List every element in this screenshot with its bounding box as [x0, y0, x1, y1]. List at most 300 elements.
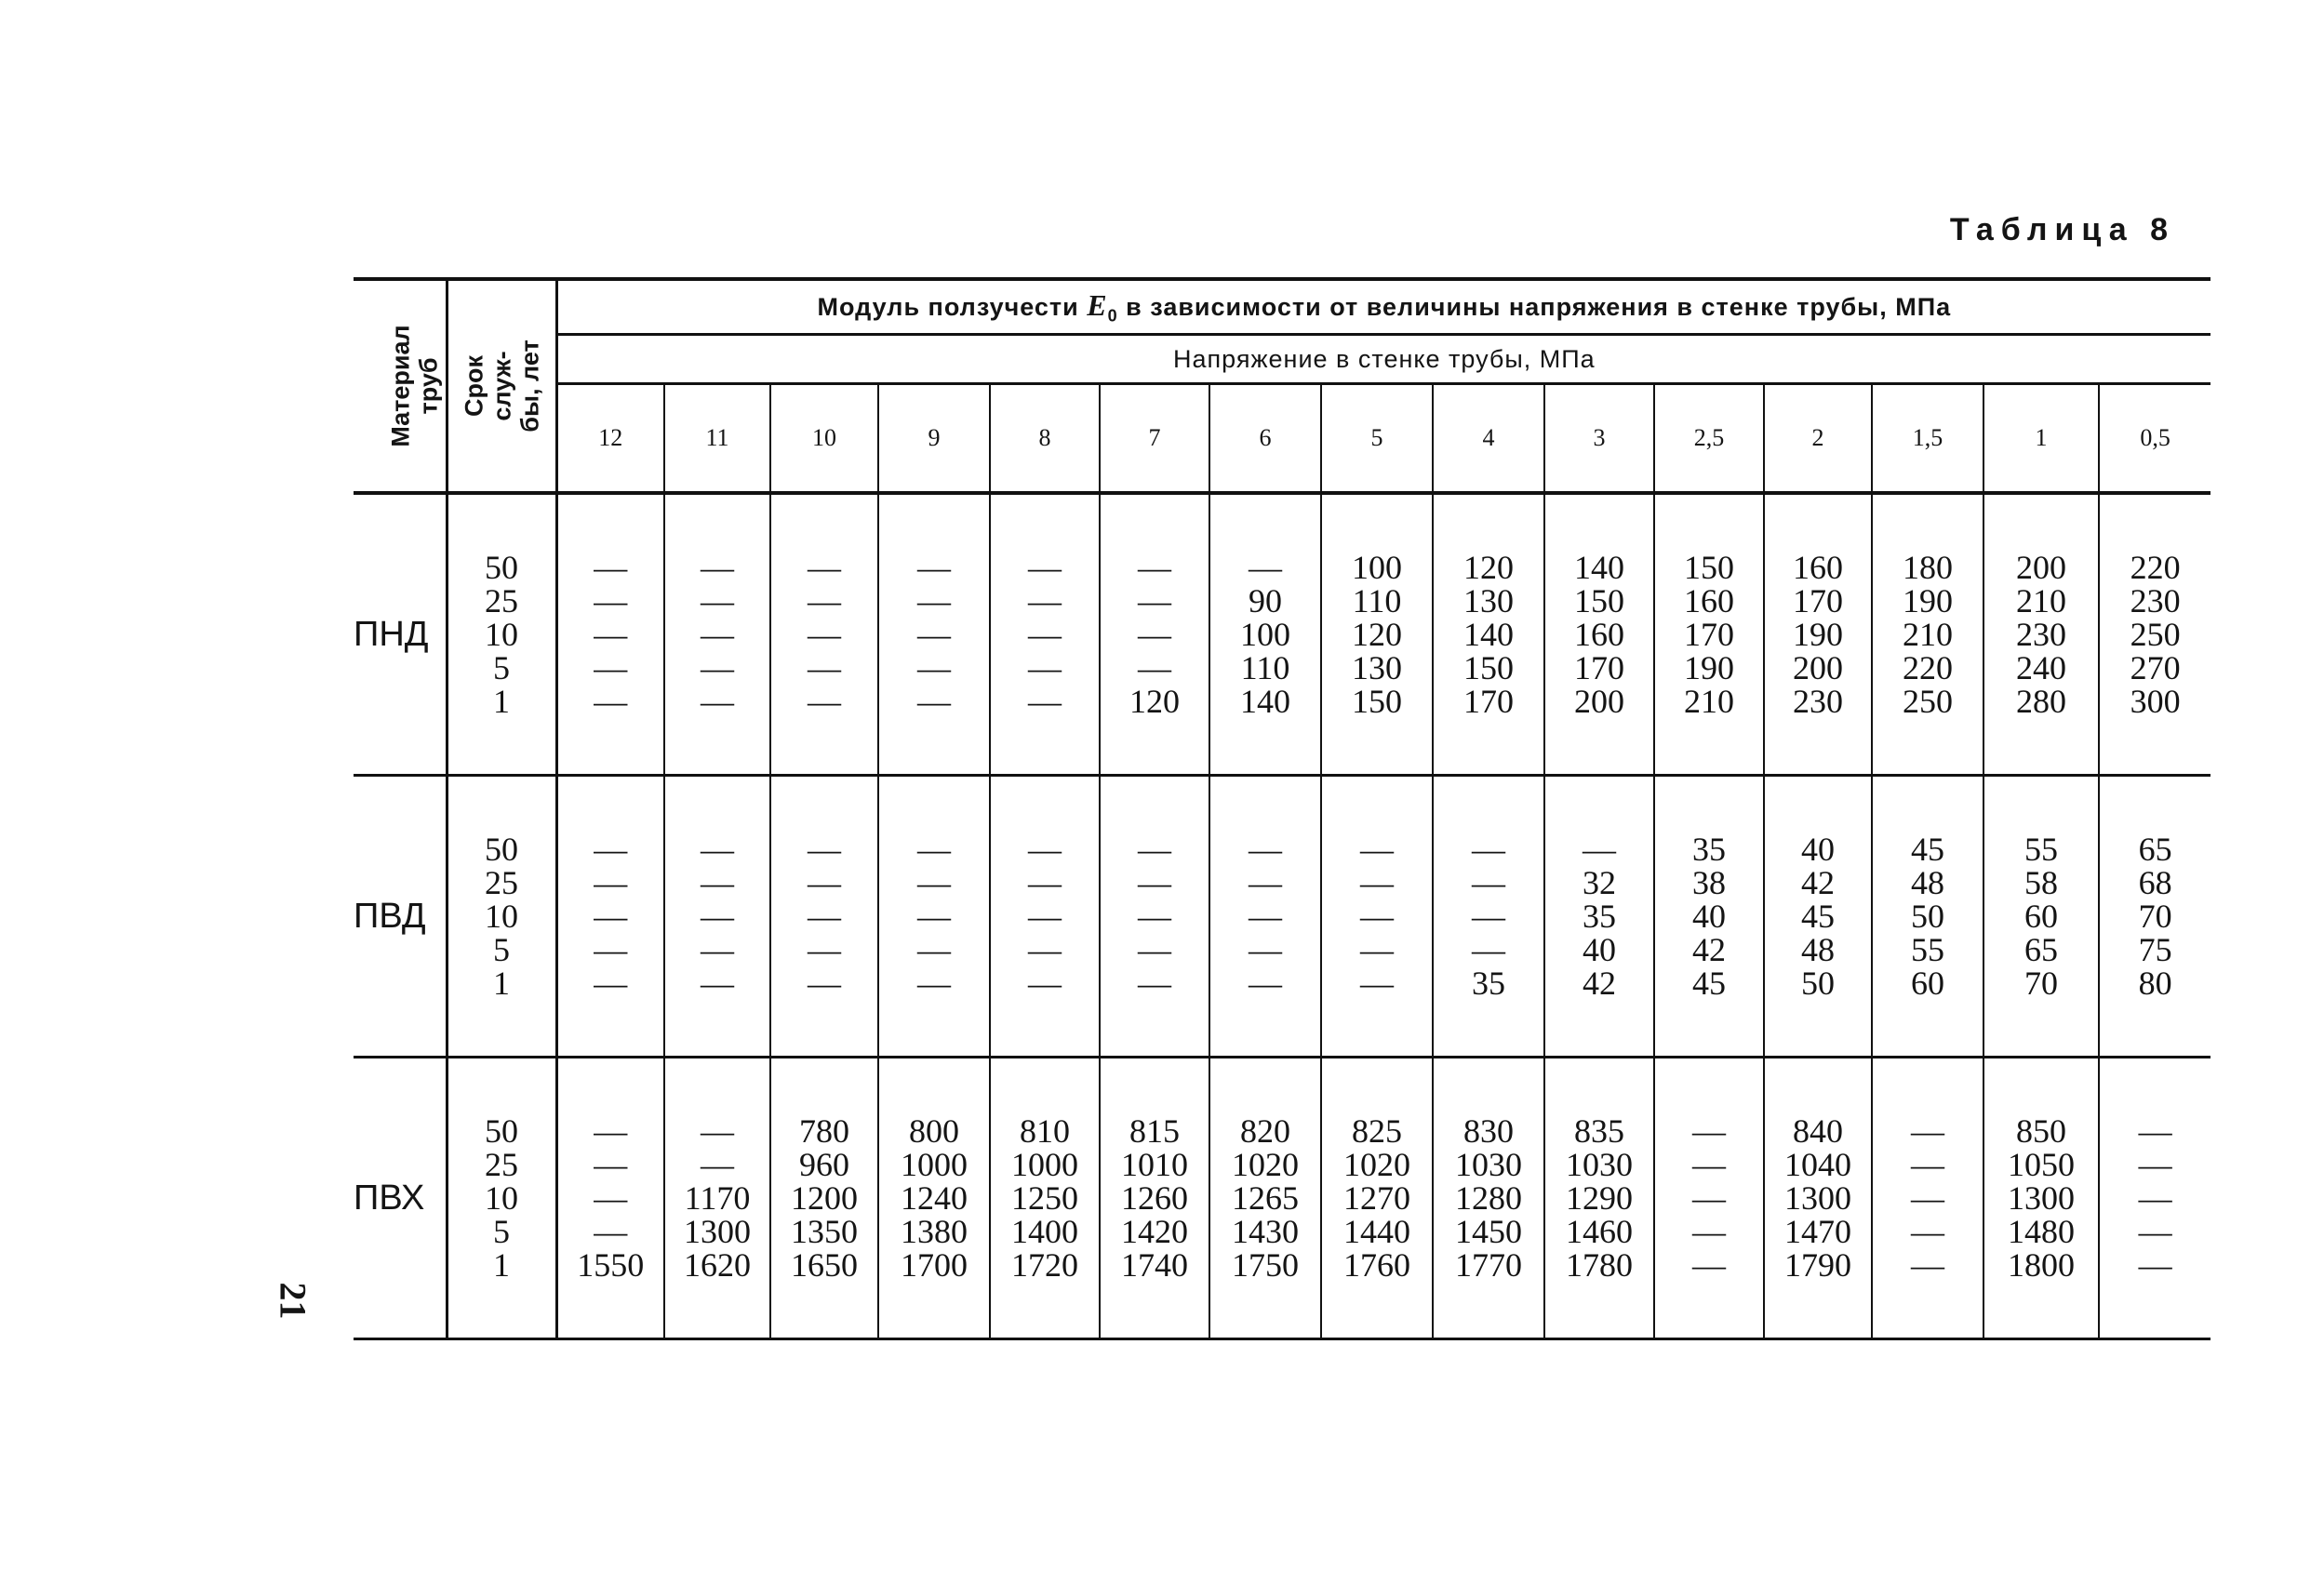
modulus-value: — [1360, 965, 1394, 1002]
modulus-value-cell [1764, 493, 1872, 776]
modulus-value: 1790 [1784, 1246, 1851, 1284]
modulus-value: 150 [1352, 683, 1402, 720]
modulus-value: 150 [1574, 582, 1624, 619]
modulus-value: 130 [1463, 582, 1514, 619]
modulus-value: — [917, 931, 951, 968]
modulus-value-cell [1764, 1058, 1872, 1339]
creep-modulus-table [354, 277, 2210, 1340]
modulus-value: — [701, 831, 734, 868]
modulus-value: — [1911, 1213, 1944, 1250]
modulus-value: — [594, 898, 628, 935]
modulus-value: — [1692, 1112, 1726, 1150]
modulus-value: 50 [1911, 898, 1944, 935]
modulus-value: — [808, 931, 841, 968]
modulus-value: 100 [1240, 616, 1290, 653]
modulus-value: 815 [1129, 1112, 1180, 1150]
modulus-value: 75 [2138, 931, 2172, 968]
modulus-value: — [701, 549, 734, 586]
modulus-value: 65 [2138, 831, 2172, 868]
modulus-value: — [2138, 1179, 2172, 1217]
material-group-row [354, 776, 2210, 1058]
modulus-value: 150 [1684, 549, 1734, 586]
service-life-value: 25 [485, 1146, 518, 1183]
modulus-value: — [594, 549, 628, 586]
modulus-value: 40 [1692, 898, 1726, 935]
modulus-value: 60 [2024, 898, 2058, 935]
modulus-value: 1270 [1343, 1179, 1410, 1217]
modulus-value: — [917, 549, 951, 586]
modulus-value: — [1583, 831, 1616, 868]
modulus-value: — [594, 1179, 628, 1217]
modulus-value: — [701, 864, 734, 901]
modulus-value-cell [1100, 1058, 1209, 1339]
modulus-value: 1350 [791, 1213, 858, 1250]
service-life-value: 1 [493, 965, 510, 1002]
modulus-value: 48 [1801, 931, 1835, 968]
modulus-value-cell [770, 1058, 878, 1339]
modulus-value: 100 [1352, 549, 1402, 586]
modulus-value: — [1911, 1146, 1944, 1183]
modulus-value-cell [1433, 776, 1544, 1058]
modulus-value: 1750 [1232, 1246, 1299, 1284]
modulus-value: — [701, 582, 734, 619]
modulus-value: 850 [2016, 1112, 2066, 1150]
modulus-value: 820 [1240, 1112, 1290, 1150]
modulus-value: 42 [1583, 965, 1616, 1002]
modulus-value-cell [664, 1058, 770, 1339]
material-name: ПВД [354, 776, 447, 1058]
modulus-value: — [594, 582, 628, 619]
modulus-value: 120 [1352, 616, 1402, 653]
modulus-value: 38 [1692, 864, 1726, 901]
service-life-value: 50 [485, 831, 518, 868]
modulus-value: 1800 [2008, 1246, 2075, 1284]
modulus-value: — [594, 1112, 628, 1150]
stress-value-header: 1 [1983, 384, 2099, 494]
modulus-value: 80 [2138, 965, 2172, 1002]
modulus-value: 1650 [791, 1246, 858, 1284]
modulus-value: 250 [1903, 683, 1953, 720]
modulus-value-cell [556, 776, 664, 1058]
modulus-value: 1400 [1011, 1213, 1078, 1250]
modulus-value: 150 [1463, 649, 1514, 686]
modulus-value-cell [1100, 493, 1209, 776]
modulus-value: 170 [1684, 616, 1734, 653]
modulus-value: — [1138, 549, 1171, 586]
modulus-value: — [594, 683, 628, 720]
service-life-value: 1 [493, 1246, 510, 1284]
modulus-value-cell [770, 776, 878, 1058]
table-body [354, 493, 2210, 1339]
modulus-value: 840 [1793, 1112, 1843, 1150]
modulus-value: 1290 [1566, 1179, 1633, 1217]
stress-value-header: 6 [1209, 384, 1321, 494]
modulus-value: 60 [1911, 965, 1944, 1002]
modulus-value: 140 [1574, 549, 1624, 586]
stress-value-header: 2 [1764, 384, 1872, 494]
modulus-value: — [1138, 864, 1171, 901]
modulus-value: — [917, 649, 951, 686]
modulus-value: 1760 [1343, 1246, 1410, 1284]
modulus-value: 1170 [684, 1179, 751, 1217]
modulus-value-cell [1433, 493, 1544, 776]
stress-value-header: 1,5 [1872, 384, 1983, 494]
modulus-value: 58 [2024, 864, 2058, 901]
modulus-value: 1300 [684, 1213, 751, 1250]
modulus-value: 1280 [1455, 1179, 1522, 1217]
modulus-value: — [917, 898, 951, 935]
modulus-value: 1000 [1011, 1146, 1078, 1183]
modulus-value-cell [878, 1058, 990, 1339]
modulus-value-cell [990, 1058, 1100, 1339]
stress-value-header: 0,5 [2099, 384, 2210, 494]
modulus-value: 1030 [1566, 1146, 1633, 1183]
modulus-value-cell [878, 493, 990, 776]
service-life-value: 50 [485, 549, 518, 586]
material-header: Материал труб [354, 279, 447, 493]
modulus-value: 130 [1352, 649, 1402, 686]
modulus-value: 1020 [1343, 1146, 1410, 1183]
modulus-value: 220 [1903, 649, 1953, 686]
modulus-value: — [594, 616, 628, 653]
modulus-value: 230 [2016, 616, 2066, 653]
service-life-value: 5 [493, 1213, 510, 1250]
modulus-value: 1450 [1455, 1213, 1522, 1250]
modulus-value: 120 [1463, 549, 1514, 586]
modulus-value-cell [1321, 493, 1433, 776]
modulus-value: 1420 [1121, 1213, 1188, 1250]
stress-value-header: 10 [770, 384, 878, 494]
modulus-value: 230 [1793, 683, 1843, 720]
modulus-value: — [1138, 965, 1171, 1002]
modulus-value: 1030 [1455, 1146, 1522, 1183]
modulus-value: — [1028, 549, 1062, 586]
modulus-value: 960 [799, 1146, 849, 1183]
modulus-value-cell [1544, 493, 1654, 776]
modulus-value: — [701, 616, 734, 653]
modulus-value: — [594, 1146, 628, 1183]
modulus-value: 42 [1692, 931, 1726, 968]
modulus-value-cell [664, 776, 770, 1058]
modulus-value: 210 [1684, 683, 1734, 720]
modulus-value: — [594, 931, 628, 968]
modulus-value: — [594, 831, 628, 868]
modulus-value: — [701, 898, 734, 935]
modulus-value: 70 [2024, 965, 2058, 1002]
modulus-value: 835 [1574, 1112, 1624, 1150]
modulus-value: — [1028, 898, 1062, 935]
modulus-value: 190 [1793, 616, 1843, 653]
modulus-value-cell [878, 776, 990, 1058]
modulus-value: 780 [799, 1112, 849, 1150]
modulus-value: — [808, 549, 841, 586]
modulus-value: 280 [2016, 683, 2066, 720]
stress-values-row [354, 384, 2210, 494]
modulus-value: 45 [1911, 831, 1944, 868]
modulus-value: — [1911, 1246, 1944, 1284]
modulus-value: 1770 [1455, 1246, 1522, 1284]
modulus-value: 170 [1793, 582, 1843, 619]
modulus-value: — [1028, 864, 1062, 901]
modulus-value: 210 [1903, 616, 1953, 653]
modulus-value-cell [1764, 776, 1872, 1058]
modulus-value: — [594, 965, 628, 1002]
modulus-value: — [2138, 1213, 2172, 1250]
modulus-value: — [1249, 965, 1282, 1002]
modulus-value: — [1138, 582, 1171, 619]
modulus-value: 55 [2024, 831, 2058, 868]
modulus-value: — [1360, 864, 1394, 901]
modulus-value: — [917, 965, 951, 1002]
modulus-value: — [808, 649, 841, 686]
modulus-value: 240 [2016, 649, 2066, 686]
modulus-value: 1000 [901, 1146, 968, 1183]
modulus-value: — [917, 831, 951, 868]
page-number: 21 [272, 1282, 314, 1320]
modulus-value: 120 [1129, 683, 1180, 720]
modulus-value: 45 [1692, 965, 1726, 1002]
modulus-value-cell [1100, 776, 1209, 1058]
modulus-value: — [1249, 864, 1282, 901]
modulus-value-cell [1654, 776, 1764, 1058]
modulus-value: 1265 [1232, 1179, 1299, 1217]
modulus-value: 50 [1801, 965, 1835, 1002]
modulus-value: 1720 [1011, 1246, 1078, 1284]
modulus-value: — [701, 1112, 734, 1150]
modulus-value: — [1249, 931, 1282, 968]
modulus-value: — [1472, 898, 1505, 935]
modulus-value: — [1472, 831, 1505, 868]
modulus-value: — [1360, 898, 1394, 935]
modulus-value: — [808, 831, 841, 868]
modulus-value: — [2138, 1146, 2172, 1183]
modulus-value-cell [2099, 493, 2210, 776]
stress-value-header: 11 [664, 384, 770, 494]
modulus-value-cell [1544, 1058, 1654, 1339]
modulus-value: 1380 [901, 1213, 968, 1250]
service-life-cell [447, 1058, 556, 1339]
modulus-value: 170 [1463, 683, 1514, 720]
modulus-value: 190 [1684, 649, 1734, 686]
modulus-value: — [1360, 831, 1394, 868]
stress-value-header: 8 [990, 384, 1100, 494]
modulus-value: — [1692, 1246, 1726, 1284]
modulus-value: 1550 [577, 1246, 645, 1284]
modulus-value-cell [990, 776, 1100, 1058]
modulus-value: 160 [1574, 616, 1624, 653]
modulus-value: 160 [1684, 582, 1734, 619]
modulus-value: 1300 [1784, 1179, 1851, 1217]
modulus-value: — [808, 965, 841, 1002]
modulus-value: — [1028, 965, 1062, 1002]
service-life-value: 25 [485, 864, 518, 901]
modulus-value: 110 [1352, 582, 1402, 619]
modulus-value-cell [1872, 776, 1983, 1058]
material-group-row [354, 1058, 2210, 1339]
modulus-value-cell [990, 493, 1100, 776]
modulus-value: 1480 [2008, 1213, 2075, 1250]
modulus-value: — [1360, 931, 1394, 968]
service-life-value: 1 [493, 683, 510, 720]
modulus-value: 55 [1911, 931, 1944, 968]
modulus-value: — [594, 649, 628, 686]
stress-value-header: 4 [1433, 384, 1544, 494]
modulus-value: 35 [1692, 831, 1726, 868]
modulus-value-cell [1983, 1058, 2099, 1339]
modulus-value: 90 [1249, 582, 1282, 619]
modulus-value: 1300 [2008, 1179, 2075, 1217]
stress-value-header: 5 [1321, 384, 1433, 494]
modulus-value-cell [1872, 1058, 1983, 1339]
modulus-value: — [1138, 616, 1171, 653]
modulus-value: — [1249, 831, 1282, 868]
modulus-value-cell [664, 493, 770, 776]
modulus-value: — [1692, 1179, 1726, 1217]
modulus-value: 48 [1911, 864, 1944, 901]
modulus-value: 210 [2016, 582, 2066, 619]
modulus-value: 200 [2016, 549, 2066, 586]
modulus-value: — [594, 864, 628, 901]
modulus-value: 1740 [1121, 1246, 1188, 1284]
modulus-value: — [1911, 1112, 1944, 1150]
modulus-value-cell [556, 1058, 664, 1339]
stress-value-header: 2,5 [1654, 384, 1764, 494]
modulus-value: 1040 [1784, 1146, 1851, 1183]
modulus-value: — [1138, 831, 1171, 868]
modulus-value: 1460 [1566, 1213, 1633, 1250]
modulus-value: 1010 [1121, 1146, 1188, 1183]
modulus-value-cell [2099, 776, 2210, 1058]
modulus-value: — [1911, 1179, 1944, 1217]
modulus-value: — [701, 1146, 734, 1183]
modulus-value: — [808, 616, 841, 653]
modulus-value: 250 [2130, 616, 2181, 653]
modulus-value: 170 [1574, 649, 1624, 686]
service-life-value: 10 [485, 1179, 518, 1217]
modulus-value: — [917, 864, 951, 901]
modulus-value: — [1028, 683, 1062, 720]
modulus-value: — [1028, 649, 1062, 686]
modulus-value: — [701, 683, 734, 720]
service-life-value: 5 [493, 931, 510, 968]
modulus-value: — [1138, 898, 1171, 935]
modulus-value: 200 [1793, 649, 1843, 686]
modulus-value-cell [2099, 1058, 2210, 1339]
service-life-value: 50 [485, 1112, 518, 1150]
modulus-value: — [2138, 1112, 2172, 1150]
stress-header: Напряжение в стенке трубы, МПа [556, 335, 2210, 384]
modulus-value: — [808, 582, 841, 619]
modulus-value-cell [1654, 1058, 1764, 1339]
modulus-value: 68 [2138, 864, 2172, 901]
modulus-value: — [594, 1213, 628, 1250]
modulus-value: — [701, 931, 734, 968]
modulus-value-cell [1209, 776, 1321, 1058]
modulus-value: 1780 [1566, 1246, 1633, 1284]
service-life-header: Срок служ- бы, лет [447, 279, 556, 493]
modulus-value: 270 [2130, 649, 2181, 686]
modulus-value: 1430 [1232, 1213, 1299, 1250]
modulus-value: 810 [1020, 1112, 1070, 1150]
modulus-value: 32 [1583, 864, 1616, 901]
modulus-value: 40 [1801, 831, 1835, 868]
modulus-value: — [917, 582, 951, 619]
service-life-value: 10 [485, 898, 518, 935]
modulus-value: — [1028, 931, 1062, 968]
service-life-cell [447, 493, 556, 776]
modulus-value-cell [1654, 493, 1764, 776]
modulus-value: 65 [2024, 931, 2058, 968]
modulus-value-cell [1983, 493, 2099, 776]
modulus-header: Модуль ползучести $E_0$ в зависимости от величины напряжения в стенке трубы, МПа [556, 279, 2210, 335]
modulus-value: — [1692, 1146, 1726, 1183]
modulus-value: 1620 [684, 1246, 751, 1284]
modulus-value: 35 [1472, 965, 1505, 1002]
modulus-value-cell [1209, 493, 1321, 776]
modulus-value: — [1138, 649, 1171, 686]
modulus-value: — [1249, 549, 1282, 586]
service-life-value: 5 [493, 649, 510, 686]
modulus-value: — [1028, 616, 1062, 653]
modulus-value-cell [1321, 1058, 1433, 1339]
modulus-value: — [1249, 898, 1282, 935]
stress-value-header: 3 [1544, 384, 1654, 494]
modulus-value-cell [1321, 776, 1433, 1058]
modulus-value-cell [1983, 776, 2099, 1058]
modulus-value: 70 [2138, 898, 2172, 935]
table-title: Таблица 8 [1949, 212, 2175, 247]
modulus-value: 1250 [1011, 1179, 1078, 1217]
modulus-value-cell [1872, 493, 1983, 776]
modulus-value: 1020 [1232, 1146, 1299, 1183]
service-life-cell [447, 776, 556, 1058]
modulus-value: 1200 [791, 1179, 858, 1217]
modulus-value: — [808, 683, 841, 720]
material-name: ПНД [354, 493, 447, 776]
material-name: ПВХ [354, 1058, 447, 1339]
modulus-value: 1700 [901, 1246, 968, 1284]
modulus-value: 160 [1793, 549, 1843, 586]
modulus-value: 40 [1583, 931, 1616, 968]
modulus-value: — [1692, 1213, 1726, 1250]
service-life-value: 10 [485, 616, 518, 653]
modulus-value: 1050 [2008, 1146, 2075, 1183]
modulus-value: 825 [1352, 1112, 1402, 1150]
modulus-value: — [1138, 931, 1171, 968]
modulus-value: — [917, 616, 951, 653]
modulus-value-cell [1433, 1058, 1544, 1339]
stress-value-header: 7 [1100, 384, 1209, 494]
modulus-value: 1240 [901, 1179, 968, 1217]
modulus-value-cell [1544, 776, 1654, 1058]
modulus-value-cell [770, 493, 878, 776]
modulus-value: 190 [1903, 582, 1953, 619]
modulus-value: — [808, 898, 841, 935]
stress-value-header: 12 [556, 384, 664, 494]
modulus-value: 140 [1463, 616, 1514, 653]
modulus-value: — [2138, 1246, 2172, 1284]
modulus-value: 1260 [1121, 1179, 1188, 1217]
modulus-value: 35 [1583, 898, 1616, 935]
modulus-value: 1440 [1343, 1213, 1410, 1250]
modulus-value: — [1028, 582, 1062, 619]
modulus-value: 830 [1463, 1112, 1514, 1150]
modulus-value: — [808, 864, 841, 901]
modulus-value: 110 [1240, 649, 1290, 686]
modulus-value: 180 [1903, 549, 1953, 586]
modulus-value: — [1028, 831, 1062, 868]
modulus-value: — [701, 965, 734, 1002]
